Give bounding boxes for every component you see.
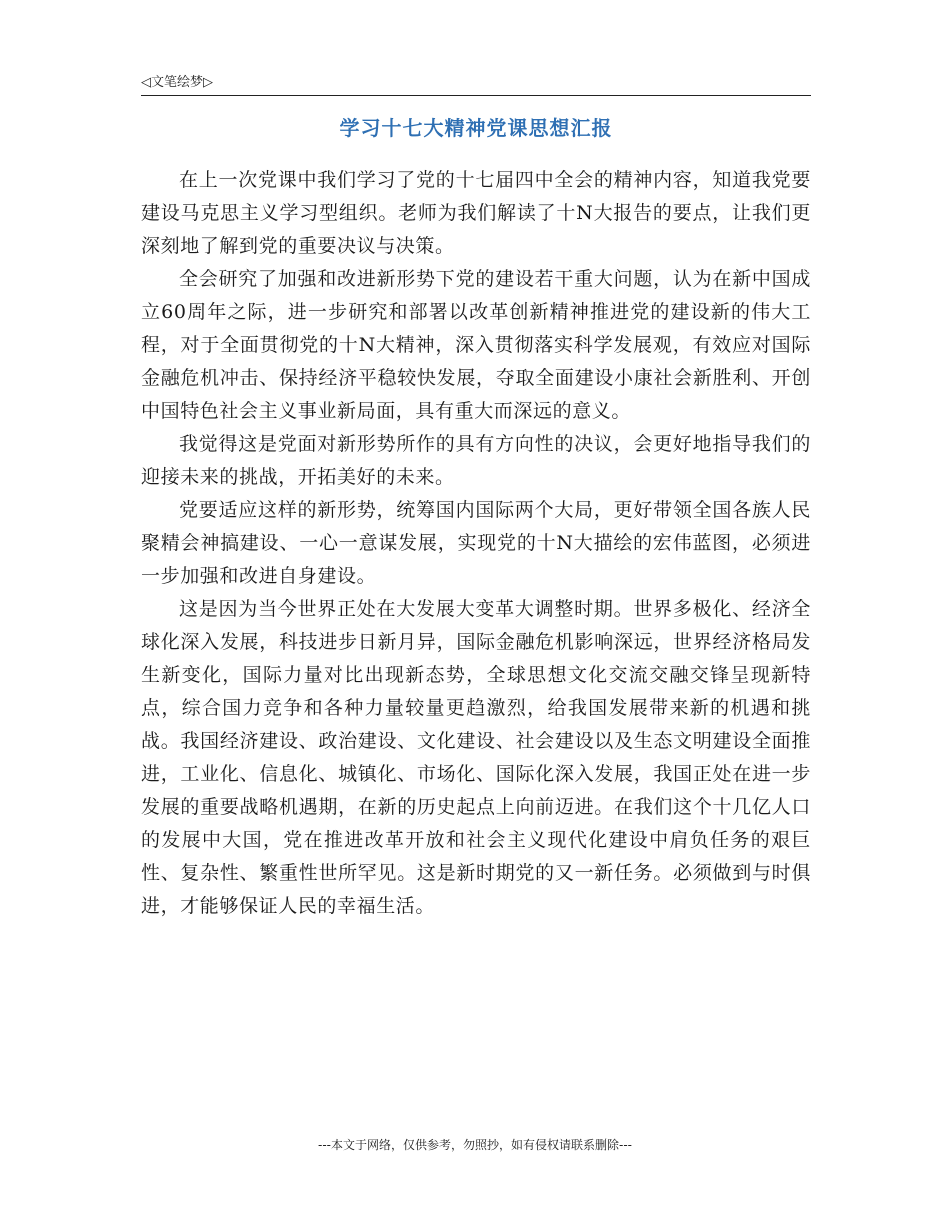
document-title: 学习十七大精神党课思想汇报: [339, 116, 613, 140]
paragraph-3: 我觉得这是党面对新形势所作的具有方向性的决议，会更好地指导我们的迎接未来的挑战，开拓美好的未来。: [141, 433, 811, 488]
brand-label: [141, 73, 213, 93]
left-triangle-icon: ◁: [141, 75, 151, 90]
paragraph-1: 在上一次党课中我们学习了党的十七届四中全会的精神内容，知道我党要建设马克思主义学习型组织。老师为我们解读了十N大报告的要点，让我们更深刻地了解到党的重要决议与决策。: [141, 169, 811, 257]
paragraph-5: 这是因为当今世界正处在大发展大变革大调整时期。世界多极化、经济全球化深入发展，科技进步日新月异，国际金融危机影响深远，世界经济格局发生新变化，国际力量对比出现新态势，全球思想文化交流交融交锋呈现新特点，综合国力竞争和各种力量较量更趋激烈，给我国发展带来新的机遇和挑战。我国经济建设、政治建设、文化建设、社会建设以及生态文明建设全面推进，工业化、信息化、城镇化、市场化、国际化深入发展，我国正处在进一步发展的重要战略机遇期，在新的历史起点上向前迈进。在我们这个十几亿人口的发展中大国，党在推进改革开放和社会主义现代化建设中肩负任务的艰巨性、复杂性、繁重性世所罕见。这是新时期党的又一新任务。必须做到与时俱进，才能够保证人民的幸福生活。: [141, 598, 811, 917]
paragraph-4: 党要适应这样的新形势，统筹国内国际两个大局，更好带领全国各族人民聚精会神搞建设、一心一意谋发展，实现党的十N大描绘的宏伟蓝图，必须进一步加强和改进自身建设。: [141, 499, 811, 587]
footer-disclaimer: ---本文于网络，仅供参考，勿照抄，如有侵权请联系删除---: [318, 1138, 632, 1152]
paragraph-2: 全会研究了加强和改进新形势下党的建设若干重大问题，认为在新中国成立60周年之际，进一步研究和部署以改革创新精神推进党的建设新的伟大工程，对于全面贯彻党的十N大精神，深入贯彻落实科学发展观，有效应对国际金融危机冲击、保持经济平稳较快发展，夺取全面建设小康社会新胜利、开创中国特色社会主义事业新局面，具有重大而深远的意义。: [141, 268, 811, 422]
right-triangle-icon: ▷: [203, 75, 214, 90]
page-header: [141, 73, 811, 96]
document-body: [141, 164, 811, 923]
brand-text: 文笔绘梦: [151, 75, 204, 90]
